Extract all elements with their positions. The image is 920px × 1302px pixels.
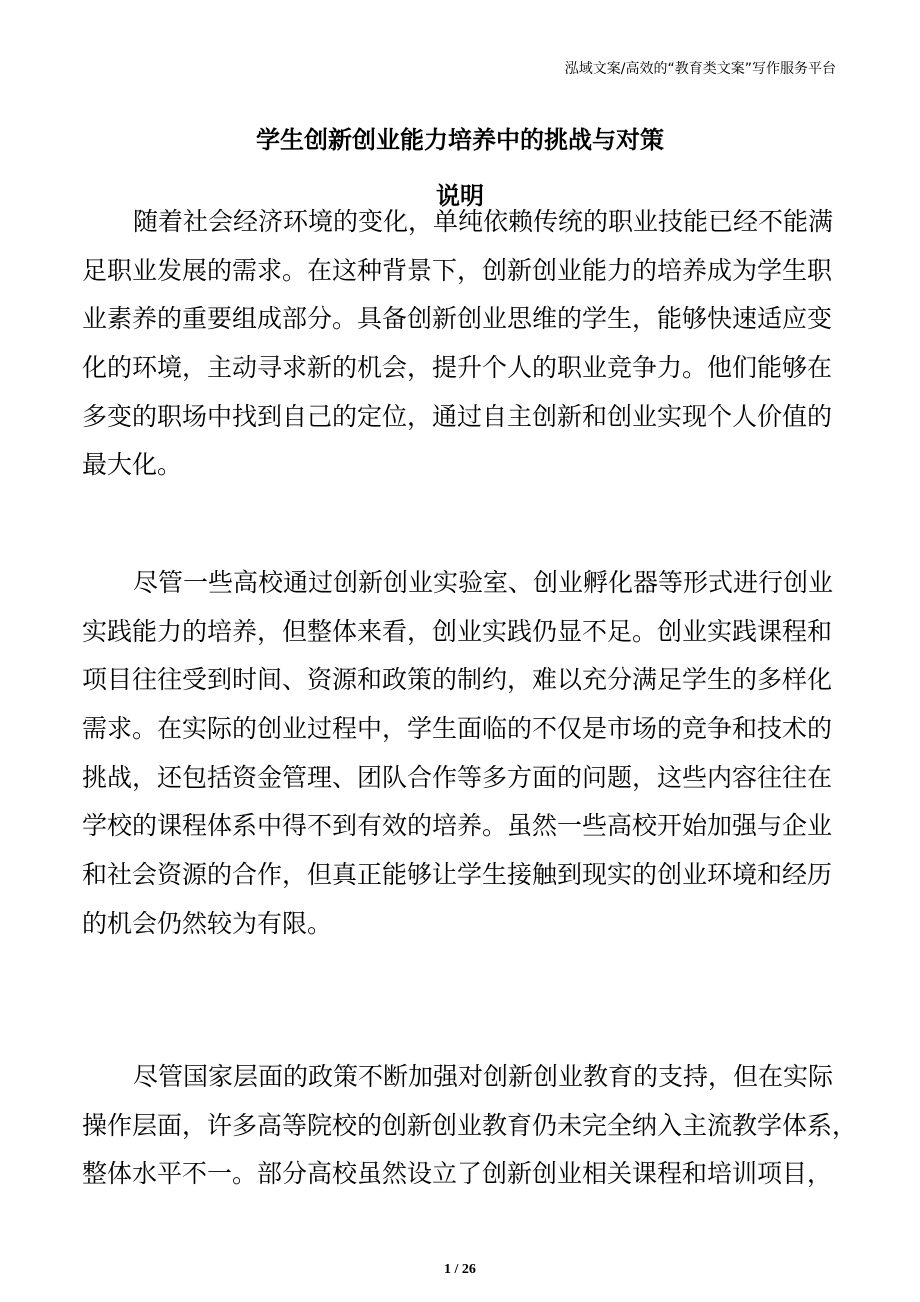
text-line: 操作层面，许多高等院校的创新创业教育仍未完全纳入主流教学体系， (82, 1110, 858, 1140)
text-line: 的机会仍然较为有限。 (82, 908, 333, 938)
text-line: 学校的课程体系中得不到有效的培养。虽然一些高校开始加强与企业 (82, 811, 833, 841)
text-line: 需求。在实际的创业过程中，学生面临的不仅是市场的竞争和技术的 (82, 714, 833, 744)
text-line: 项目往往受到时间、资源和政策的制约，难以充分满足学生的多样化 (82, 665, 833, 695)
text-line: 尽管一些高校通过创新创业实验室、创业孵化器等形式进行创业 (133, 568, 834, 597)
section-heading: 说明 (436, 182, 484, 210)
page-number: 1 / 26 (444, 1262, 476, 1277)
text-line: 和社会资源的合作，但真正能够让学生接触到现实的创业环境和经历 (82, 860, 833, 890)
text-line: 挑战，还包括资金管理、团队合作等多方面的问题，这些内容往往在 (82, 762, 833, 792)
text-line: 足职业发展的需求。在这种背景下，创新创业能力的培养成为学生职 (82, 255, 833, 285)
text-line: 最大化。 (82, 450, 183, 480)
paragraph-3 (82, 1053, 858, 1199)
text-line: 整体水平不一。部分高校虽然设立了创新创业相关课程和培训项目， (82, 1159, 833, 1189)
text-line: 业素养的重要组成部分。具备创新创业思维的学生，能够快速适应变 (82, 304, 833, 334)
document-title: 学生创新创业能力培养中的挑战与对策 (256, 126, 664, 154)
text-line: 多变的职场中找到自己的定位，通过自主创新和创业实现个人价值的 (82, 401, 833, 431)
text-line: 尽管国家层面的政策不断加强对创新创业教育的支持，但在实际 (133, 1062, 834, 1091)
text-line: 随着社会经济环境的变化，单纯依赖传统的职业技能已经不能满 (133, 207, 834, 236)
paragraph-1 (82, 198, 834, 490)
text-line: 实践能力的培养，但整体来看，创业实践仍显不足。创业实践课程和 (82, 616, 833, 646)
paragraph-2 (82, 559, 834, 949)
text-line: 化的环境，主动寻求新的机会，提升个人的职业竞争力。他们能够在 (82, 353, 833, 383)
page-header: 泓域文案/高效的“教育类文案”写作服务平台 (564, 61, 836, 77)
